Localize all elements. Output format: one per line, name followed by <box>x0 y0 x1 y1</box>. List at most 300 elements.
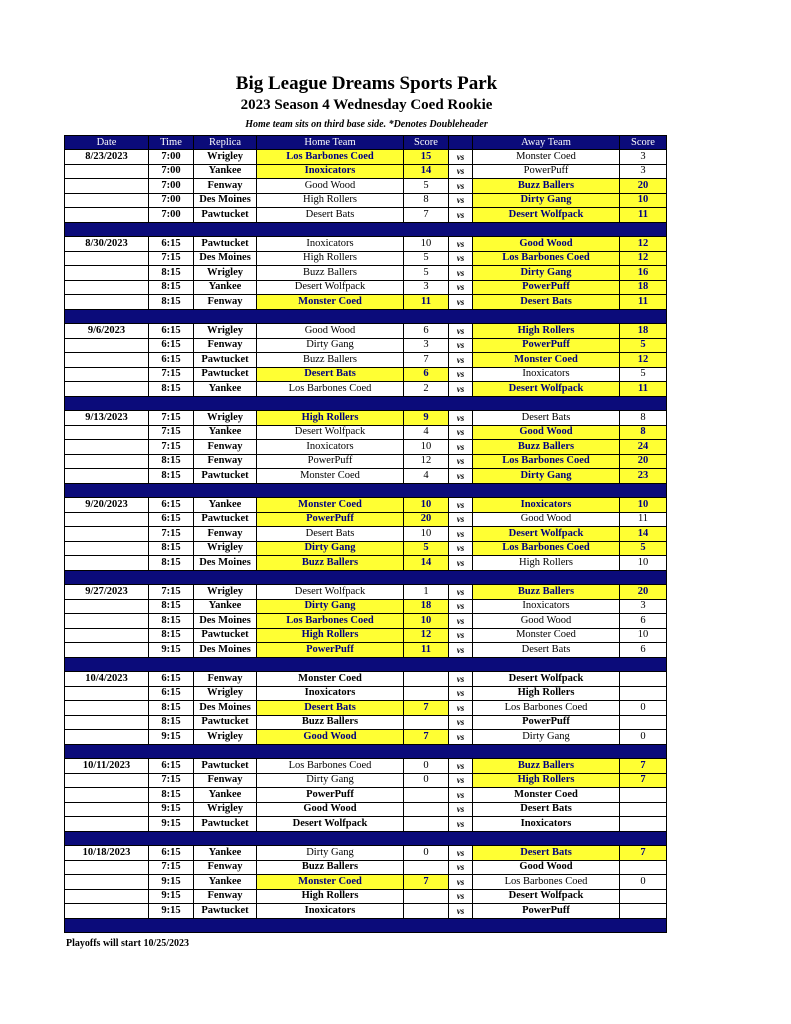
vs-cell: vs <box>449 440 473 455</box>
home-score-cell: 5 <box>404 266 449 281</box>
time-cell: 9:15 <box>149 889 194 904</box>
date-cell <box>65 715 149 730</box>
time-cell: 7:15 <box>149 860 194 875</box>
table-row <box>65 251 667 266</box>
vs-cell: vs <box>449 237 473 252</box>
home-score-cell <box>404 672 449 687</box>
away-team-cell: Desert Bats <box>473 846 620 861</box>
away-score-cell: 10 <box>620 193 667 208</box>
home-team-cell: Dirty Gang <box>257 599 404 614</box>
table-row <box>65 614 667 629</box>
away-team-cell: PowerPuff <box>473 164 620 179</box>
home-score-cell: 2 <box>404 382 449 397</box>
replica-cell: Yankee <box>194 498 257 513</box>
date-cell <box>65 382 149 397</box>
vs-cell: vs <box>449 701 473 716</box>
vs-cell: vs <box>449 454 473 469</box>
week-separator <box>65 657 667 672</box>
time-cell: 7:00 <box>149 150 194 165</box>
date-cell: 8/23/2023 <box>65 150 149 165</box>
replica-cell: Pawtucket <box>194 715 257 730</box>
home-score-cell: 10 <box>404 498 449 513</box>
away-team-cell: Buzz Ballers <box>473 440 620 455</box>
date-cell <box>65 440 149 455</box>
vs-cell: vs <box>449 512 473 527</box>
table-row <box>65 237 667 252</box>
week-separator-cell <box>65 831 667 846</box>
home-team-cell: Buzz Ballers <box>257 353 404 368</box>
away-team-cell: Los Barbones Coed <box>473 875 620 890</box>
home-score-cell: 12 <box>404 628 449 643</box>
date-cell: 10/11/2023 <box>65 759 149 774</box>
col-away-team-header: Away Team <box>473 136 620 150</box>
away-team-cell: Desert Bats <box>473 411 620 426</box>
table-row <box>65 338 667 353</box>
away-score-cell: 11 <box>620 295 667 310</box>
away-score-cell: 6 <box>620 643 667 658</box>
home-score-cell <box>404 788 449 803</box>
table-row <box>65 266 667 281</box>
page-subtitle: 2023 Season 4 Wednesday Coed Rookie <box>240 97 493 113</box>
away-team-cell: Good Wood <box>473 512 620 527</box>
vs-cell: vs <box>449 164 473 179</box>
home-score-cell: 7 <box>404 208 449 223</box>
replica-cell: Yankee <box>194 164 257 179</box>
time-cell: 8:15 <box>149 715 194 730</box>
away-score-cell: 0 <box>620 730 667 745</box>
away-team-cell: PowerPuff <box>473 904 620 919</box>
home-team-cell: Buzz Ballers <box>257 860 404 875</box>
date-cell <box>65 367 149 382</box>
time-cell: 6:15 <box>149 353 194 368</box>
home-score-cell <box>404 889 449 904</box>
table-row <box>65 164 667 179</box>
away-score-cell <box>620 817 667 832</box>
replica-cell: Des Moines <box>194 701 257 716</box>
schedule-table <box>64 135 667 933</box>
away-team-cell: Buzz Ballers <box>473 179 620 194</box>
time-cell: 7:15 <box>149 527 194 542</box>
home-score-cell: 11 <box>404 295 449 310</box>
home-team-cell: PowerPuff <box>257 512 404 527</box>
table-row <box>65 860 667 875</box>
week-separator <box>65 483 667 498</box>
replica-cell: Yankee <box>194 425 257 440</box>
time-cell: 8:15 <box>149 280 194 295</box>
table-row <box>65 788 667 803</box>
vs-cell: vs <box>449 527 473 542</box>
home-score-cell: 7 <box>404 353 449 368</box>
vs-cell: vs <box>449 280 473 295</box>
away-team-cell: Desert Wolfpack <box>473 382 620 397</box>
vs-cell: vs <box>449 382 473 397</box>
table-row <box>65 875 667 890</box>
home-score-cell <box>404 817 449 832</box>
date-cell <box>65 512 149 527</box>
replica-cell: Pawtucket <box>194 237 257 252</box>
time-cell: 7:15 <box>149 440 194 455</box>
table-row <box>65 889 667 904</box>
home-team-cell: Monster Coed <box>257 672 404 687</box>
col-away-score-header: Score <box>620 136 667 150</box>
table-row <box>65 730 667 745</box>
vs-cell: vs <box>449 599 473 614</box>
away-team-cell: Good Wood <box>473 237 620 252</box>
time-cell: 6:15 <box>149 512 194 527</box>
replica-cell: Des Moines <box>194 193 257 208</box>
replica-cell: Pawtucket <box>194 367 257 382</box>
replica-cell: Yankee <box>194 382 257 397</box>
away-score-cell: 3 <box>620 599 667 614</box>
replica-cell: Des Moines <box>194 643 257 658</box>
home-team-cell: High Rollers <box>257 251 404 266</box>
date-cell <box>65 614 149 629</box>
date-cell <box>65 686 149 701</box>
date-cell <box>65 280 149 295</box>
table-row <box>65 498 667 513</box>
home-score-cell: 5 <box>404 541 449 556</box>
vs-cell: vs <box>449 338 473 353</box>
time-cell: 8:15 <box>149 382 194 397</box>
away-score-cell: 7 <box>620 846 667 861</box>
vs-cell: vs <box>449 585 473 600</box>
date-cell <box>65 527 149 542</box>
vs-cell: vs <box>449 672 473 687</box>
time-cell: 8:15 <box>149 628 194 643</box>
week-separator <box>65 222 667 237</box>
table-row <box>65 440 667 455</box>
time-cell: 9:15 <box>149 730 194 745</box>
vs-cell: vs <box>449 628 473 643</box>
home-team-cell: Los Barbones Coed <box>257 759 404 774</box>
home-score-cell: 10 <box>404 614 449 629</box>
col-date-header: Date <box>65 136 149 150</box>
playoffs-note: Playoffs will start 10/25/2023 <box>66 938 190 949</box>
home-team-cell: High Rollers <box>257 193 404 208</box>
week-separator-cell <box>65 309 667 324</box>
table-row <box>65 353 667 368</box>
away-team-cell: High Rollers <box>473 686 620 701</box>
time-cell: 8:15 <box>149 469 194 484</box>
away-team-cell: Los Barbones Coed <box>473 454 620 469</box>
week-separator <box>65 744 667 759</box>
vs-cell: vs <box>449 802 473 817</box>
away-team-cell: PowerPuff <box>473 715 620 730</box>
vs-cell: vs <box>449 686 473 701</box>
vs-cell: vs <box>449 875 473 890</box>
vs-cell: vs <box>449 179 473 194</box>
vs-cell: vs <box>449 759 473 774</box>
table-row <box>65 672 667 687</box>
home-score-cell: 8 <box>404 193 449 208</box>
table-row <box>65 208 667 223</box>
time-cell: 6:15 <box>149 324 194 339</box>
date-cell: 9/27/2023 <box>65 585 149 600</box>
table-row <box>65 715 667 730</box>
replica-cell: Pawtucket <box>194 208 257 223</box>
away-team-cell: Monster Coed <box>473 353 620 368</box>
home-team-cell: Desert Bats <box>257 701 404 716</box>
time-cell: 9:15 <box>149 817 194 832</box>
date-cell <box>65 730 149 745</box>
time-cell: 7:00 <box>149 164 194 179</box>
away-score-cell <box>620 802 667 817</box>
home-team-cell: Good Wood <box>257 179 404 194</box>
replica-cell: Pawtucket <box>194 512 257 527</box>
col-time-header: Time <box>149 136 194 150</box>
vs-cell: vs <box>449 556 473 571</box>
away-score-cell: 8 <box>620 411 667 426</box>
time-cell: 8:15 <box>149 556 194 571</box>
home-team-cell: Dirty Gang <box>257 846 404 861</box>
home-score-cell: 20 <box>404 512 449 527</box>
replica-cell: Wrigley <box>194 324 257 339</box>
time-cell: 8:15 <box>149 541 194 556</box>
replica-cell: Fenway <box>194 860 257 875</box>
col-replica-header: Replica <box>194 136 257 150</box>
week-separator <box>65 570 667 585</box>
date-cell <box>65 875 149 890</box>
replica-cell: Pawtucket <box>194 628 257 643</box>
vs-cell: vs <box>449 860 473 875</box>
vs-cell: vs <box>449 324 473 339</box>
away-team-cell: Monster Coed <box>473 150 620 165</box>
replica-cell: Wrigley <box>194 411 257 426</box>
date-cell: 8/30/2023 <box>65 237 149 252</box>
replica-cell: Fenway <box>194 454 257 469</box>
home-score-cell: 10 <box>404 527 449 542</box>
date-cell <box>65 179 149 194</box>
vs-cell: vs <box>449 730 473 745</box>
replica-cell: Yankee <box>194 846 257 861</box>
replica-cell: Pawtucket <box>194 904 257 919</box>
home-team-cell: Desert Bats <box>257 527 404 542</box>
replica-cell: Pawtucket <box>194 353 257 368</box>
home-team-cell: Dirty Gang <box>257 773 404 788</box>
table-row <box>65 802 667 817</box>
time-cell: 8:15 <box>149 454 194 469</box>
week-separator <box>65 396 667 411</box>
date-cell <box>65 193 149 208</box>
col-home-score-header: Score <box>404 136 449 150</box>
away-score-cell: 5 <box>620 541 667 556</box>
away-score-cell: 16 <box>620 266 667 281</box>
away-team-cell: Desert Wolfpack <box>473 672 620 687</box>
home-score-cell <box>404 686 449 701</box>
replica-cell: Pawtucket <box>194 759 257 774</box>
away-score-cell: 5 <box>620 338 667 353</box>
replica-cell: Wrigley <box>194 802 257 817</box>
week-separator-cell <box>65 570 667 585</box>
away-score-cell: 7 <box>620 773 667 788</box>
week-separator <box>65 831 667 846</box>
away-score-cell: 18 <box>620 280 667 295</box>
vs-cell: vs <box>449 411 473 426</box>
date-cell <box>65 164 149 179</box>
replica-cell: Fenway <box>194 179 257 194</box>
home-team-cell: Los Barbones Coed <box>257 150 404 165</box>
home-team-cell: Buzz Ballers <box>257 715 404 730</box>
time-cell: 9:15 <box>149 904 194 919</box>
vs-cell: vs <box>449 367 473 382</box>
table-row <box>65 469 667 484</box>
away-team-cell: Good Wood <box>473 614 620 629</box>
vs-cell: vs <box>449 889 473 904</box>
replica-cell: Fenway <box>194 527 257 542</box>
away-team-cell: Desert Bats <box>473 295 620 310</box>
away-score-cell <box>620 686 667 701</box>
date-cell <box>65 266 149 281</box>
table-row <box>65 541 667 556</box>
time-cell: 6:15 <box>149 672 194 687</box>
home-score-cell: 7 <box>404 730 449 745</box>
replica-cell: Des Moines <box>194 556 257 571</box>
time-cell: 8:15 <box>149 295 194 310</box>
time-cell: 7:15 <box>149 425 194 440</box>
time-cell: 7:15 <box>149 585 194 600</box>
away-team-cell: Dirty Gang <box>473 266 620 281</box>
home-score-cell: 18 <box>404 599 449 614</box>
home-team-cell: Desert Bats <box>257 367 404 382</box>
date-cell <box>65 469 149 484</box>
week-separator-cell <box>65 396 667 411</box>
away-team-cell: Inoxicators <box>473 498 620 513</box>
time-cell: 6:15 <box>149 237 194 252</box>
home-team-cell: Good Wood <box>257 802 404 817</box>
table-row <box>65 904 667 919</box>
replica-cell: Yankee <box>194 280 257 295</box>
home-team-cell: Los Barbones Coed <box>257 614 404 629</box>
schedule-note: Home team sits on third base side. *Denotes Doubleheader <box>245 119 488 130</box>
home-score-cell: 4 <box>404 425 449 440</box>
home-team-cell: Dirty Gang <box>257 338 404 353</box>
date-cell: 10/18/2023 <box>65 846 149 861</box>
home-team-cell: Buzz Ballers <box>257 556 404 571</box>
time-cell: 6:15 <box>149 846 194 861</box>
away-score-cell <box>620 904 667 919</box>
home-team-cell: PowerPuff <box>257 788 404 803</box>
time-cell: 7:15 <box>149 251 194 266</box>
away-score-cell: 11 <box>620 382 667 397</box>
replica-cell: Wrigley <box>194 585 257 600</box>
home-team-cell: Monster Coed <box>257 469 404 484</box>
home-team-cell: Inoxicators <box>257 904 404 919</box>
table-row <box>65 527 667 542</box>
table-row <box>65 628 667 643</box>
away-score-cell: 10 <box>620 556 667 571</box>
vs-cell: vs <box>449 904 473 919</box>
date-cell <box>65 295 149 310</box>
home-score-cell: 5 <box>404 251 449 266</box>
date-cell <box>65 773 149 788</box>
home-score-cell: 9 <box>404 411 449 426</box>
date-cell <box>65 701 149 716</box>
table-row <box>65 193 667 208</box>
away-team-cell: Dirty Gang <box>473 469 620 484</box>
week-separator-cell <box>65 222 667 237</box>
replica-cell: Wrigley <box>194 730 257 745</box>
away-team-cell: Desert Wolfpack <box>473 208 620 223</box>
table-row <box>65 454 667 469</box>
home-score-cell <box>404 802 449 817</box>
away-team-cell: PowerPuff <box>473 280 620 295</box>
vs-cell: vs <box>449 846 473 861</box>
away-team-cell: Desert Bats <box>473 802 620 817</box>
away-score-cell: 12 <box>620 237 667 252</box>
vs-cell: vs <box>449 295 473 310</box>
date-cell <box>65 817 149 832</box>
away-score-cell: 0 <box>620 875 667 890</box>
home-score-cell: 7 <box>404 701 449 716</box>
away-score-cell <box>620 715 667 730</box>
home-team-cell: Inoxicators <box>257 237 404 252</box>
away-score-cell: 11 <box>620 512 667 527</box>
away-score-cell: 10 <box>620 628 667 643</box>
away-team-cell: High Rollers <box>473 556 620 571</box>
away-team-cell: Buzz Ballers <box>473 585 620 600</box>
time-cell: 9:15 <box>149 802 194 817</box>
away-team-cell: PowerPuff <box>473 338 620 353</box>
date-cell <box>65 643 149 658</box>
table-row <box>65 701 667 716</box>
table-row <box>65 773 667 788</box>
home-team-cell: PowerPuff <box>257 643 404 658</box>
vs-cell: vs <box>449 773 473 788</box>
away-team-cell: High Rollers <box>473 324 620 339</box>
home-score-cell: 10 <box>404 440 449 455</box>
time-cell: 8:15 <box>149 599 194 614</box>
away-score-cell: 24 <box>620 440 667 455</box>
away-team-cell: Monster Coed <box>473 788 620 803</box>
date-cell: 9/20/2023 <box>65 498 149 513</box>
away-team-cell: Buzz Ballers <box>473 759 620 774</box>
away-score-cell <box>620 889 667 904</box>
date-cell <box>65 860 149 875</box>
replica-cell: Pawtucket <box>194 817 257 832</box>
home-team-cell: Desert Wolfpack <box>257 585 404 600</box>
date-cell <box>65 454 149 469</box>
replica-cell: Des Moines <box>194 251 257 266</box>
home-team-cell: Desert Wolfpack <box>257 817 404 832</box>
table-row <box>65 643 667 658</box>
date-cell <box>65 599 149 614</box>
away-team-cell: Los Barbones Coed <box>473 251 620 266</box>
away-team-cell: Los Barbones Coed <box>473 701 620 716</box>
home-score-cell: 14 <box>404 556 449 571</box>
home-score-cell: 6 <box>404 324 449 339</box>
date-cell <box>65 251 149 266</box>
date-cell: 9/6/2023 <box>65 324 149 339</box>
table-row <box>65 324 667 339</box>
home-team-cell: Desert Wolfpack <box>257 425 404 440</box>
vs-cell: vs <box>449 150 473 165</box>
table-row <box>65 585 667 600</box>
week-separator <box>65 309 667 324</box>
vs-cell: vs <box>449 614 473 629</box>
home-score-cell: 10 <box>404 237 449 252</box>
away-score-cell: 23 <box>620 469 667 484</box>
week-separator-cell <box>65 657 667 672</box>
table-row <box>65 599 667 614</box>
home-team-cell: High Rollers <box>257 411 404 426</box>
table-row <box>65 179 667 194</box>
away-score-cell: 11 <box>620 208 667 223</box>
home-score-cell: 4 <box>404 469 449 484</box>
away-score-cell <box>620 672 667 687</box>
time-cell: 7:00 <box>149 193 194 208</box>
date-cell <box>65 541 149 556</box>
replica-cell: Fenway <box>194 889 257 904</box>
